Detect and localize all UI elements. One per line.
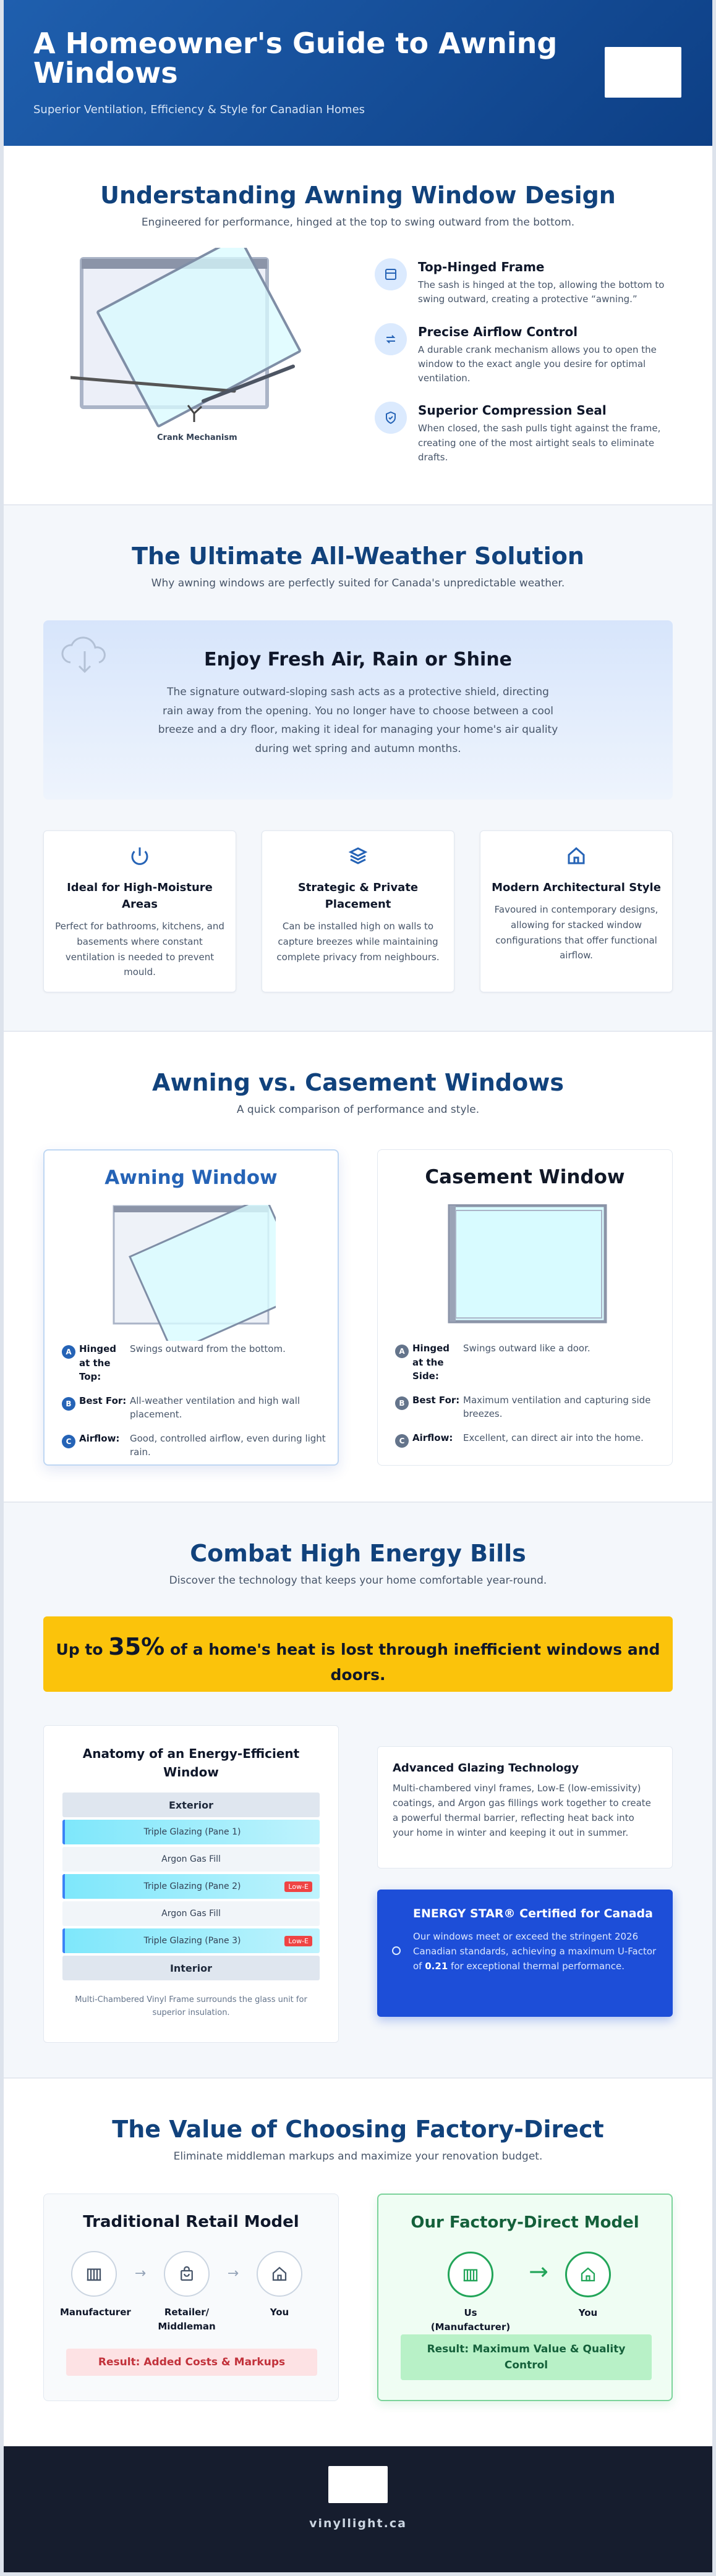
value-section xyxy=(4,2079,712,2446)
layer-glass xyxy=(62,1874,320,1899)
feature-title: Superior Compression Seal xyxy=(418,403,607,418)
spec-row xyxy=(395,1393,661,1421)
arrow-right-icon: → xyxy=(134,2266,147,2281)
retail-result: Result: Added Costs & Markups xyxy=(66,2349,317,2376)
benefit-card xyxy=(43,830,236,992)
footer-url-link[interactable]: vinyllight.ca xyxy=(309,2517,407,2530)
factory-result: Result: Maximum Value & Quality Control xyxy=(401,2334,652,2380)
design-section xyxy=(4,146,712,504)
layer-label: Triple Glazing (Pane 3) xyxy=(143,1936,241,1946)
heat-loss-stat xyxy=(43,1616,673,1692)
flow-node xyxy=(245,2251,313,2320)
power-icon xyxy=(55,845,224,869)
weather-subtitle: Why awning windows are perfectly suited for Canada's unpredictable weather. xyxy=(151,577,565,589)
spec-row xyxy=(395,1341,661,1383)
spec-value: Maximum ventilation and capturing side breezes. xyxy=(463,1394,651,1419)
energy-star-title: ENERGY STAR® Certified for Canada xyxy=(413,1907,653,1920)
layer-gas xyxy=(62,1847,320,1872)
spec-key: Best For: xyxy=(412,1394,460,1406)
crank-mechanism-label: Crank Mechanism xyxy=(157,433,237,442)
design-title: Understanding Awning Window Design xyxy=(100,182,616,209)
anatomy-title: Anatomy of an Energy-Efficient Window xyxy=(82,1746,300,1780)
awning-card xyxy=(43,1149,339,1466)
stat-prefix: Up to xyxy=(56,1641,103,1658)
glazing-layers xyxy=(62,1793,320,1980)
anatomy-note: Multi-Chambered Vinyl Frame surrounds the glass unit for superior insulation. xyxy=(75,1995,307,2017)
retail-model-title: Traditional Retail Model xyxy=(83,2213,299,2231)
benefit-text: Can be installed high on walls to capture breezes while maintaining complete privacy from neighbours. xyxy=(276,921,440,963)
energy-subtitle: Discover the technology that keeps your home comfortable year-round. xyxy=(169,1574,547,1587)
page xyxy=(4,0,712,2572)
page-title: A Homeowner's Guide to Awning Windows xyxy=(33,27,558,90)
benefit-title: Ideal for High-Moisture Areas xyxy=(67,881,213,911)
energy-section xyxy=(4,1503,712,2077)
layer-label: Triple Glazing (Pane 2) xyxy=(143,1881,241,1891)
spec-key: Airflow: xyxy=(412,1432,453,1443)
benefit-title: Modern Architectural Style xyxy=(492,881,661,894)
low-e-badge: Low-E xyxy=(284,1881,312,1892)
spec-row xyxy=(62,1342,328,1384)
benefit-cards xyxy=(43,830,673,992)
spec-key: Hinged at the Side: xyxy=(412,1343,450,1382)
page-subtitle: Superior Ventilation, Efficiency & Style for Canadian Homes xyxy=(33,103,365,116)
glazing-title: Advanced Glazing Technology xyxy=(393,1762,579,1775)
spec-badge: A xyxy=(62,1345,75,1359)
awning-diagram xyxy=(70,248,318,452)
flow-node-label: You xyxy=(578,2307,598,2318)
footer-logo-placeholder xyxy=(328,2466,388,2503)
feature-item xyxy=(375,402,671,465)
spec-badge: B xyxy=(395,1396,409,1410)
feature-title: Top-Hinged Frame xyxy=(418,260,545,274)
flow-node xyxy=(560,2252,616,2320)
layer-exterior xyxy=(62,1793,320,1817)
awning-card-title: Awning Window xyxy=(104,1167,278,1189)
home-icon xyxy=(492,845,661,869)
layer-label: Interior xyxy=(169,1962,213,1974)
casement-card xyxy=(377,1149,673,1466)
energy-title: Combat High Energy Bills xyxy=(190,1540,526,1567)
spec-value: All-weather ventilation and high wall placement. xyxy=(130,1395,300,1420)
window-anatomy-card xyxy=(43,1725,339,2043)
feature-text: When closed, the sash pulls tight against the frame, creating one of the most airtight seals to eliminate drafts. xyxy=(418,423,661,463)
energy-star-icon xyxy=(392,1946,401,1955)
cloud-download-icon xyxy=(57,634,113,680)
flow-node xyxy=(424,2252,517,2335)
design-subtitle: Engineered for performance, hinged at the top to swing outward from the bottom. xyxy=(141,216,575,229)
spec-value: Good, controlled airflow, even during light rain. xyxy=(130,1432,326,1458)
u-factor-value: 0.21 xyxy=(425,1960,448,1972)
layer-label: Exterior xyxy=(168,1799,213,1811)
frame-icon xyxy=(375,258,407,290)
spec-key: Hinged at the Top: xyxy=(79,1343,117,1382)
layer-gas xyxy=(62,1901,320,1926)
shopping-bag-icon xyxy=(164,2251,210,2297)
benefit-card xyxy=(480,830,673,992)
seal-icon xyxy=(375,402,407,434)
feature-item xyxy=(375,258,671,307)
compare-section xyxy=(4,1032,712,1501)
banner-text: The signature outward-sloping sash acts as a protective shield, directing rain away from the opening. You no longer have to choose between a cool breeze and a dry floor, making it ideal for managing your home's air quality during wet spring and autumn months. xyxy=(158,686,558,755)
retail-flow xyxy=(60,2251,313,2334)
flow-node-label: Retailer/ Middleman xyxy=(158,2307,216,2333)
glazing-text: Multi-chambered vinyl frames, Low-E (low-emissivity) coatings, and Argon gas fillings work together to create a powerful thermal barrier, reflecting heat back into your home in winter and keeping it out in summer. xyxy=(393,1783,651,1838)
factory-model-title: Our Factory-Direct Model xyxy=(411,2213,639,2232)
factory-model-card xyxy=(377,2194,673,2401)
flow-node-label: Manufacturer xyxy=(60,2307,131,2318)
compare-title: Awning vs. Casement Windows xyxy=(152,1069,564,1096)
flow-node xyxy=(153,2251,221,2334)
spec-value: Swings outward like a door. xyxy=(463,1343,590,1354)
casement-card-title: Casement Window xyxy=(425,1166,625,1188)
layer-glass xyxy=(62,1928,320,1953)
benefit-text: Perfect for bathrooms, kitchens, and basements where constant ventilation is needed to prevent mould. xyxy=(55,921,224,978)
layers-icon xyxy=(273,845,443,869)
flow-node-label: You xyxy=(270,2307,289,2318)
logo-placeholder xyxy=(605,47,681,98)
factory-icon xyxy=(448,2252,493,2297)
awning-specs xyxy=(62,1342,328,1469)
layer-label: Argon Gas Fill xyxy=(161,1909,221,1919)
layer-label: Argon Gas Fill xyxy=(161,1854,221,1864)
spec-key: Airflow: xyxy=(79,1432,120,1444)
energy-star-text-b: for exceptional thermal performance. xyxy=(451,1960,624,1972)
weather-banner xyxy=(43,620,673,800)
home-icon xyxy=(257,2251,302,2297)
layer-glass xyxy=(62,1820,320,1844)
arrow-right-icon: → xyxy=(529,2258,548,2285)
stat-suffix: of a home's heat is lost through inefficient windows and doors. xyxy=(169,1641,660,1684)
spec-value: Swings outward from the bottom. xyxy=(130,1343,286,1354)
factory-flow xyxy=(424,2252,616,2335)
feature-list xyxy=(375,258,671,481)
flow-node-label: Us (Manufacturer) xyxy=(430,2307,511,2333)
compare-subtitle: A quick comparison of performance and style. xyxy=(236,1104,480,1116)
energy-star-card xyxy=(377,1890,673,2017)
banner-title: Enjoy Fresh Air, Rain or Shine xyxy=(203,649,513,670)
spec-badge: A xyxy=(395,1345,409,1358)
flow-node xyxy=(60,2251,131,2320)
home-icon xyxy=(565,2252,611,2297)
benefit-title: Strategic & Private Placement xyxy=(297,881,419,911)
spec-row xyxy=(395,1431,661,1448)
hero-header xyxy=(4,0,712,146)
value-title: The Value of Choosing Factory-Direct xyxy=(112,2116,604,2143)
spec-key: Best For: xyxy=(79,1395,127,1406)
casement-specs xyxy=(395,1341,661,1458)
layer-label: Triple Glazing (Pane 1) xyxy=(143,1827,241,1837)
benefit-text: Favoured in contemporary designs, allowing for stacked window configurations that offer functional airflow. xyxy=(494,904,658,961)
feature-item xyxy=(375,323,671,386)
stat-value: 35% xyxy=(108,1633,165,1660)
feature-text: A durable crank mechanism allows you to open the window to the exact angle you desire for optimal ventilation. xyxy=(418,344,657,384)
glazing-card xyxy=(377,1746,673,1869)
energy-star-text xyxy=(413,1929,657,1974)
benefit-card xyxy=(262,830,454,992)
layer-interior xyxy=(62,1956,320,1980)
energy-star-text-a: Our windows meet or exceed the stringent 2026 Canadian standards, achieving a maximum U-Factor of xyxy=(413,1930,657,1972)
weather-title: The Ultimate All-Weather Solution xyxy=(132,543,584,570)
spec-badge: C xyxy=(395,1434,409,1448)
arrow-right-icon: → xyxy=(227,2266,239,2281)
spec-badge: C xyxy=(62,1435,75,1448)
value-subtitle: Eliminate middleman markups and maximize your renovation budget. xyxy=(173,2150,543,2163)
spec-row xyxy=(62,1432,328,1459)
feature-text: The sash is hinged at the top, allowing the bottom to swing outward, creating a protective “awning.” xyxy=(418,279,665,305)
weather-section xyxy=(4,505,712,1031)
factory-icon xyxy=(71,2251,117,2297)
spec-row xyxy=(62,1394,328,1422)
feature-title: Precise Airflow Control xyxy=(418,324,578,339)
low-e-badge: Low-E xyxy=(284,1936,312,1946)
retail-model-card xyxy=(43,2194,339,2401)
airflow-icon xyxy=(375,323,407,355)
spec-badge: B xyxy=(62,1397,75,1411)
footer xyxy=(4,2446,712,2572)
spec-value: Excellent, can direct air into the home. xyxy=(463,1432,644,1443)
